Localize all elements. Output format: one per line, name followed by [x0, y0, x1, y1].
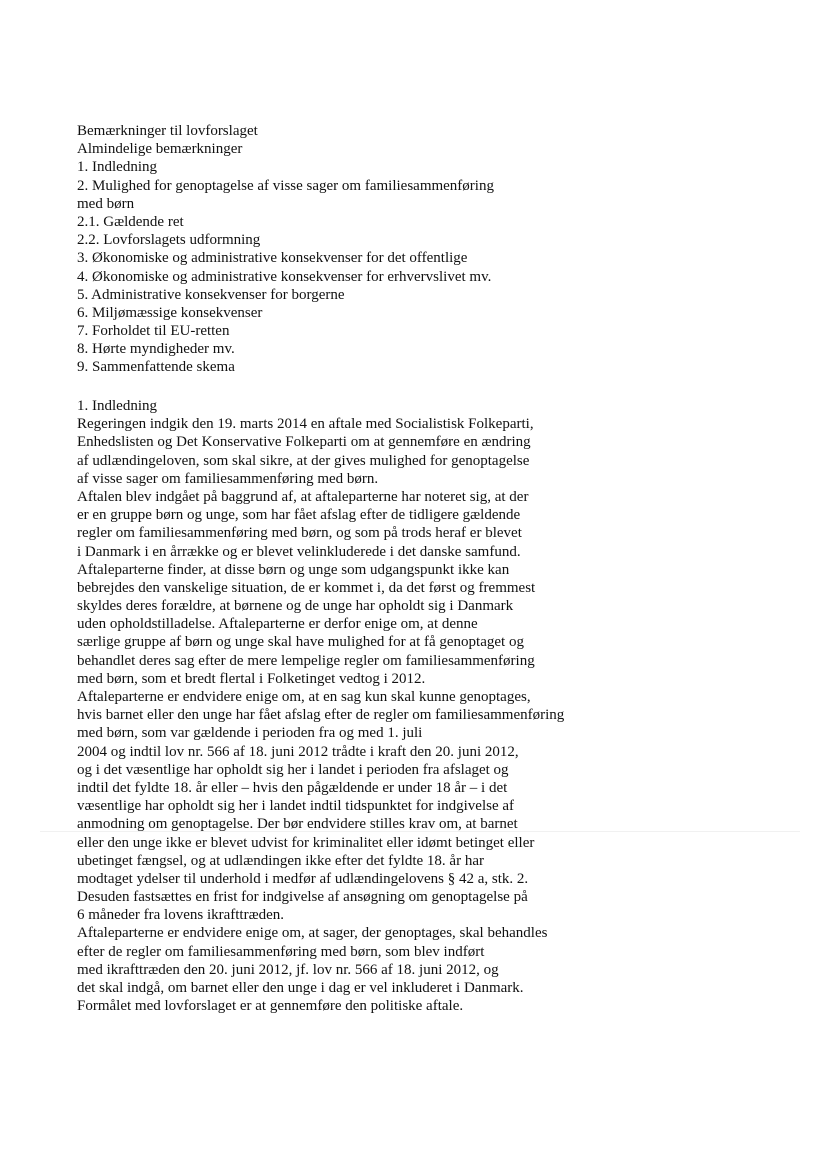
body-line: med børn, som et bredt flertal i Folketinget vedtog i 2012. — [77, 670, 426, 687]
body-line: af udlændingeloven, som skal sikre, at der gives mulighed for genoptagelse — [77, 452, 530, 469]
body-line: efter de regler om familiesammenføring med børn, som blev indført — [77, 943, 485, 960]
toc-item: 3. Økonomiske og administrative konsekvenser for det offentlige — [77, 250, 468, 267]
body-line: er en gruppe børn og unge, som har fået afslag efter de tidligere gældende — [77, 507, 521, 524]
toc-item: 8. Hørte myndigheder mv. — [77, 341, 235, 358]
toc-item: 1. Indledning — [77, 159, 157, 176]
body-line: Formålet med lovforslaget er at gennemføre den politiske aftale. — [77, 998, 464, 1015]
body-line: væsentlige har opholdt sig her i landet indtil tidspunktet for indgivelse af — [77, 798, 515, 815]
toc-item: 6. Miljømæssige konsekvenser — [77, 304, 263, 321]
body-line: med børn, som var gældende i perioden fra og med 1. juli — [77, 725, 423, 742]
body-line: Aftaleparterne finder, at disse børn og unge som udgangspunkt ikke kan — [77, 561, 510, 578]
body-line: anmodning om genoptagelse. Der bør endvidere stilles krav om, at barnet — [77, 816, 518, 833]
body-line: i Danmark i en årrække og er blevet velinkluderede i det danske samfund. — [77, 543, 521, 560]
body-line: uden opholdstilladelse. Aftaleparterne er derfor enige om, at denne — [77, 616, 478, 633]
section-heading: 1. Indledning — [77, 398, 157, 414]
body-line: med ikrafttræden den 20. juni 2012, jf. lov nr. 566 af 18. juni 2012, og — [77, 961, 499, 978]
body-line: Aftaleparterne er endvidere enige om, at sager, der genoptages, skal behandles — [77, 925, 548, 942]
toc-heading: Bemærkninger til lovforslaget — [77, 123, 258, 139]
body-line: eller den unge ikke er blevet udvist for kriminalitet eller idømt betinget eller — [77, 834, 535, 851]
toc-item: 2. Mulighed for genoptagelse af visse sager om familiesammenføring — [77, 177, 494, 194]
toc-item: 7. Forholdet til EU-retten — [77, 323, 230, 340]
toc-item: 9. Sammenfattende skema — [77, 359, 235, 376]
body-line: behandlet deres sag efter de mere lempelige regler om familiesammenføring — [77, 652, 535, 669]
body-line: indtil det fyldte 18. år eller – hvis den pågældende er under 18 år – i det — [77, 779, 508, 796]
body-line: ubetinget fængsel, og at udlændingen ikke efter det fyldte 18. år har — [77, 852, 484, 869]
body-line: Enhedslisten og Det Konservative Folkeparti om at gennemføre en ændring — [77, 434, 531, 451]
body-line: det skal indgå, om barnet eller den unge i dag er vel inkluderet i Danmark. — [77, 980, 524, 996]
body-line: skyldes deres forældre, at børnene og de unge har opholdt sig i Danmark — [77, 598, 514, 615]
body-line: Desuden fastsættes en frist for indgivelse af ansøgning om genoptagelse på — [77, 889, 528, 906]
toc-item: 2.1. Gældende ret — [77, 213, 184, 230]
body-line: Aftalen blev indgået på baggrund af, at aftaleparterne har noteret sig, at der — [77, 488, 529, 505]
body-line: særlige gruppe af børn og unge skal have mulighed for at få genoptaget og — [77, 634, 524, 651]
toc-item: 5. Administrative konsekvenser for borgerne — [77, 286, 345, 303]
body-line: hvis barnet eller den unge har fået afslag efter de regler om familiesammenføring — [77, 707, 565, 724]
toc-item: 2.2. Lovforslagets udformning — [77, 232, 261, 249]
table-of-contents — [77, 122, 494, 377]
body-line: 6 måneder fra lovens ikrafttræden. — [77, 907, 285, 924]
body-line: og i det væsentlige har opholdt sig her i landet i perioden fra afslaget og — [77, 761, 509, 778]
body-line: modtaget ydelser til underhold i medfør af udlændingelovens § 42 a, stk. 2. — [77, 870, 529, 887]
toc-item: med børn — [77, 195, 135, 212]
body-line: Aftaleparterne er endvidere enige om, at en sag kun skal kunne genoptages, — [77, 689, 531, 705]
toc-item: 4. Økonomiske og administrative konsekvenser for erhvervslivet mv. — [77, 268, 492, 285]
toc-subheading: Almindelige bemærkninger — [77, 141, 243, 158]
body-line: 2004 og indtil lov nr. 566 af 18. juni 2012 trådte i kraft den 20. juni 2012, — [77, 743, 519, 760]
body-text — [77, 397, 564, 1015]
body-line: bebrejdes den vanskelige situation, de er kommet i, da det først og fremmest — [77, 579, 536, 596]
body-line: regler om familiesammenføring med børn, og som på trods heraf er blevet — [77, 525, 522, 542]
body-line: Regeringen indgik den 19. marts 2014 en aftale med Socialistisk Folkeparti, — [77, 416, 534, 433]
body-line: af visse sager om familiesammenføring med børn. — [77, 470, 379, 487]
